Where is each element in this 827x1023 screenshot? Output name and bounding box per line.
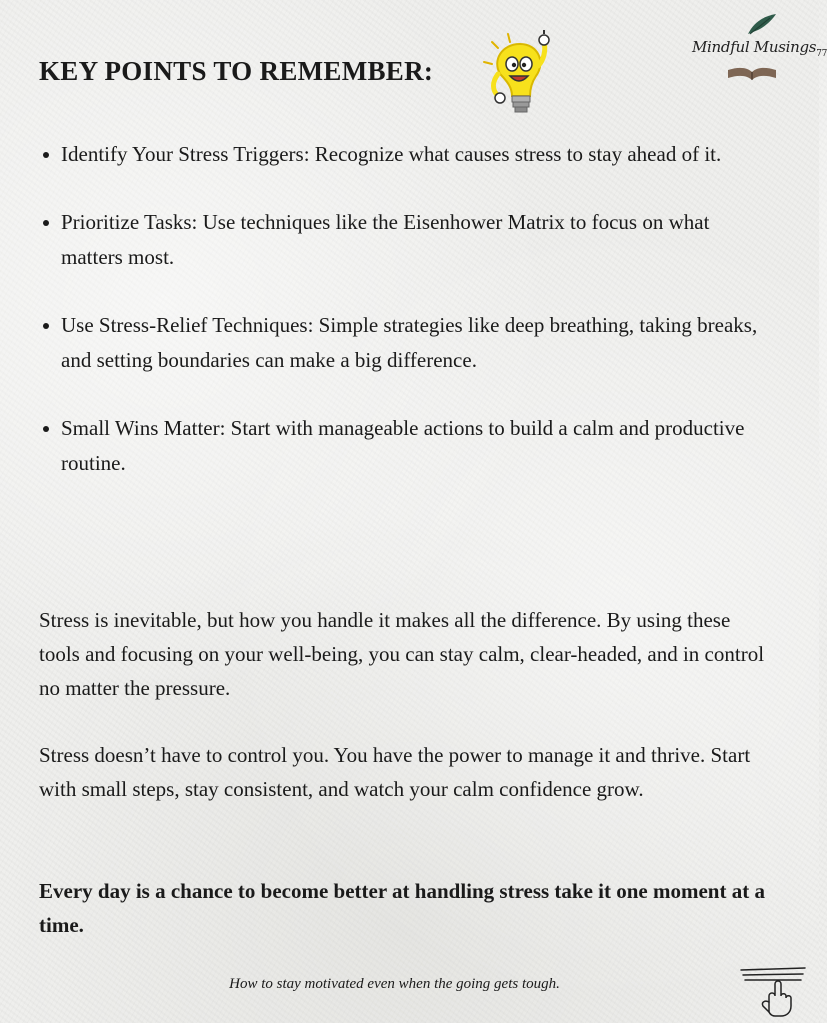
bullet-icon: [43, 220, 49, 226]
brand-logo: [692, 8, 827, 88]
list-item: [40, 137, 760, 172]
footer-caption: How to stay motivated even when the going gets tough.: [229, 976, 560, 992]
paragraph-stress-control: Stress doesn’t have to control you. You have the power to manage it and thrive. Start with small steps, stay consistent, and watch your calm confidence grow.: [39, 743, 751, 801]
swipe-hand-icon[interactable]: [735, 962, 811, 1018]
key-points-list: [40, 137, 760, 514]
list-item: [40, 411, 760, 481]
key-point-text: Small Wins Matter: Start with manageable actions to build a calm and productive routine.: [61, 416, 745, 475]
bullet-icon: [43, 426, 49, 432]
key-point-text: Prioritize Tasks: Use techniques like the Eisenhower Matrix to focus on what matters most.: [61, 210, 710, 269]
brand-suffix: 77: [816, 49, 827, 59]
key-point-text: Use Stress-Relief Techniques: Simple strategies like deep breathing, taking breaks, and setting boundaries can make a big difference.: [61, 313, 758, 372]
list-item: [40, 308, 760, 378]
list-item: [40, 205, 760, 275]
bullet-icon: [43, 152, 49, 158]
brand-name: Mindful Musings: [692, 38, 817, 56]
key-point-text: Identify Your Stress Triggers: Recognize what causes stress to stay ahead of it.: [61, 142, 722, 166]
page-title: KEY POINTS TO REMEMBER:: [39, 56, 434, 86]
paragraph-stress-inevitable: Stress is inevitable, but how you handle it makes all the difference. By using these tools and focusing on your well-being, you can stay calm, clear-headed, and in control no matter the pressure.: [39, 608, 765, 700]
paragraph-closing-bold: Every day is a chance to become better at handling stress take it one moment at a time.: [39, 879, 765, 937]
bullet-icon: [43, 323, 49, 329]
lightbulb-mascot-icon: [478, 30, 560, 130]
